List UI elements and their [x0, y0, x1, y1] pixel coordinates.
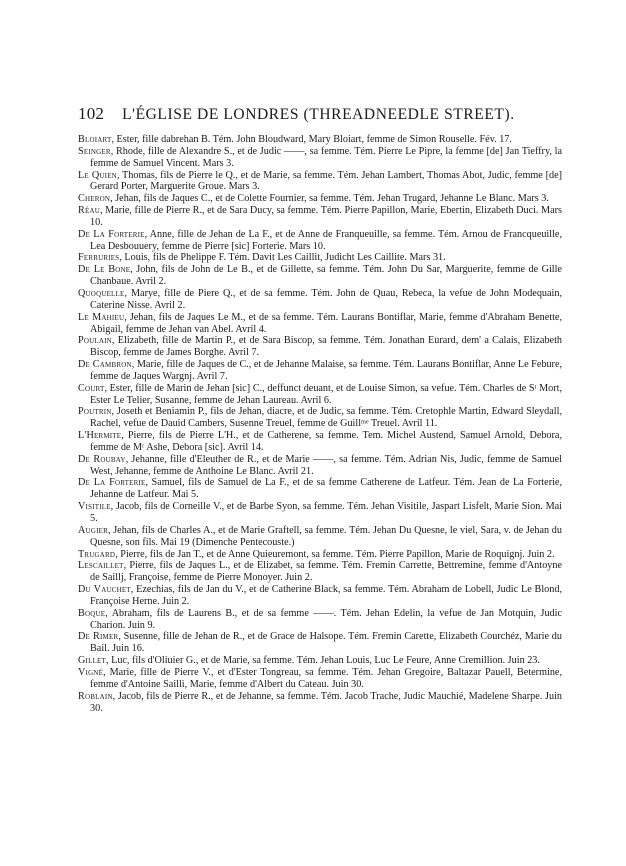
register-entry — [78, 134, 562, 146]
entry-surname: De Cambron — [78, 359, 132, 371]
page-number: 102 — [78, 104, 105, 123]
entry-text: , Elizabeth, fille de Martin P., et de Sara Biscop, sa femme. Tém. Jonathan Eurard, dem' a Calais, Elizabeth Biscop, femme de James Borghe. Avril 7. — [90, 335, 562, 359]
entry-surname: Poutrin — [78, 406, 112, 418]
entry-surname: De La Forterie — [78, 228, 145, 240]
register-entry — [78, 631, 562, 655]
register-entry — [78, 584, 562, 608]
entry-text: , Jehan, fils de Charles A., et de Marie Graftell, sa femme. Tém. Jehan Du Quesne, le viel, Sara, v. de Jehan du Quesne, son fils. Mai 19 (Dimenche Pentecouste.) — [90, 524, 562, 548]
entry-text: , Abraham, fils de Laurens B., et de sa femme ——. Tém. Jehan Edelin, la vefue de Jan Motquin, Judic Charion. Juin 9. — [90, 607, 562, 631]
register-entry — [78, 655, 562, 667]
register-entry — [78, 288, 562, 312]
entry-text: , Ezechias, fils de Jan du V., et de Catherine Black, sa femme. Tém. Abraham de Lobell, Judic Le Blond, Françoise Herne. Juin 2. — [90, 584, 562, 607]
entry-surname: Cheron — [78, 193, 111, 205]
register-entry — [78, 406, 562, 430]
entry-text: , Rhode, fille de Alexandre S., et de Judic ——, sa femme. Tém. Pierre Le Pipre, la femme [de] Jan Tieffry, la femme de Samuel Vincent. Mars 3. — [90, 145, 562, 169]
register-entry — [78, 359, 562, 383]
register-entry — [78, 252, 562, 264]
register-entry — [78, 501, 562, 525]
entry-surname: Le Mahieu — [78, 311, 125, 323]
entry-text: , Samuel, fils de Samuel de La F., et de sa femme Catherene de Latfeur. Tém. Jean de La Forterie, Jehanne de Latfeur. Mai 5. — [90, 477, 562, 501]
register-entry — [78, 525, 562, 549]
register-entry — [78, 477, 562, 501]
entry-text: , Joseth et Beniamin P., fils de Jehan, diacre, et de Judic, sa femme. Tém. Cretophle Martin, Edward Sleydall, Rachel, vefue de Dauid Cambers, Susenne Treuel, femme de Guillᵐᵉ Treuel. Avril 11. — [90, 406, 562, 430]
register-entry — [78, 549, 562, 561]
register-entry — [78, 264, 562, 288]
entry-text: , Marie, fille de Jaques de C., et de Jehanne Malaise, sa femme. Tém. Laurans Bontiflar, Anne Le Febure, femme de Jaques Wargnj. Avril 7. — [90, 359, 563, 382]
entry-surname: Trugard — [78, 548, 116, 560]
entry-surname: Poulain — [78, 335, 112, 347]
entry-text: , Marye, fille de Piere Q., et de sa femme. Tém. John de Quau, Rebeca, la vefue de John Modequain, Caterine Nisse. Avril 2. — [90, 287, 562, 311]
entry-surname: Augier — [78, 524, 108, 536]
register-entry — [78, 608, 562, 632]
register-entry — [78, 205, 562, 229]
register-entry — [78, 454, 562, 478]
entry-surname: De Le Bone — [78, 264, 131, 276]
entry-text: , Luc, fils d'Oliuier G., et de Marie, sa femme. Tém. Jehan Louis, Luc Le Feure, Anne Cremillion. Juin 23. — [106, 655, 540, 667]
entry-text: , Jacob, fils de Pierre R., et de Jehanne, sa femme. Tém. Jacob Trache, Judic Mauchié, Madelene Sharpe. Juin 30. — [90, 690, 562, 714]
register-entry — [78, 667, 562, 691]
entry-surname: Quoquelle — [78, 287, 125, 299]
entry-surname: Du Vauchet — [78, 584, 131, 596]
entry-text: , Ester, fille dabrehan B. Tém. John Bloudward, Mary Bloiart, femme de Simon Rouselle. Fév. 17. — [111, 134, 512, 145]
entry-surname: Seinger — [78, 145, 111, 157]
entry-text: , Louis, fils de Phelippe F. Tém. Davit Les Caillit, Judicht Les Caillite. Mars 31. — [119, 252, 446, 264]
entry-text: , Jacob, fils de Corneille V., et de Barbe Syon, sa femme. Tém. Jehan Visitile, Jaspart Lisfelt, Marie Sion. Mai 5. — [90, 501, 562, 524]
entry-surname: Vigné — [78, 666, 104, 678]
entry-surname: Court — [78, 382, 105, 394]
entry-text: , Marie, fille de Pierre R., et de Sara Ducy, sa femme. Tém. Pierre Papillon, Marie, Ebertin, Elizabeth Duci. Mars 10. — [90, 205, 562, 228]
entry-surname: De Roubay — [78, 453, 126, 465]
entry-surname: L'Hermite — [78, 430, 122, 442]
entry-text: , Marie, fille de Pierre V., et d'Ester Tongreau, sa femme. Tém. Jehan Gregoire, Baltazar Pauell, Betermine, femme d'Antoine Sailli, Marie, femme d'Albert du Cateau. Juin 30. — [90, 666, 562, 690]
entry-text: , Jehan, fils de Jaques C., et de Colette Fournier, sa femme. Tém. Jehan Trugard, Jehanne Le Blanc. Mars 3. — [110, 193, 549, 205]
entry-text: , Jehan, fils de Jaques Le M., et de sa femme. Tém. Laurans Bontiflar, Marie, femme d'Abraham Benette, Abigail, femme de Jehan van Abel. Avril 4. — [90, 311, 562, 335]
entry-surname: Visitile — [78, 501, 111, 513]
register-entry — [78, 691, 562, 715]
entry-surname: De La Forterie — [78, 477, 146, 489]
entry-text: , Jehanne, fille d'Eleuther de R., et de Marie ——, sa femme. Tém. Adrian Nis, Judic, femme de Samuel West, Jehanne, femme de Anthoine Le Blanc. Avril 21. — [90, 453, 563, 477]
entry-surname: Roblain — [78, 690, 113, 702]
register-entry — [78, 170, 562, 194]
entry-text: , Pierre, fils de Pierre L'H., et de Catherene, sa femme. Tem. Michel Austend, Samuel Arnold, Debora, femme de Mʳ Ashe, Debora [sic]. Avril 14. — [90, 430, 562, 453]
entry-text: , John, fils de John de Le B., et de Gillette, sa femme. Tém. John Du Sar, Marguerite, femme de Gille Chanbaue. Avril 2. — [90, 264, 562, 288]
entry-text: , Pierre, fils de Jaques L., et de Elizabet, sa femme. Tém. Fremin Carrette, Bettremine, femme d'Antoyne de Saillj, Françoise, femme de Pierre Monoyer. Juin 2. — [90, 560, 562, 584]
register-entry — [78, 335, 562, 359]
entry-surname: Ferruries — [78, 252, 120, 264]
entry-text: , Pierre, fils de Jan T., et de Anne Quieuremont, sa femme. Tém. Pierre Papillon, Marie de Roquignj. Juin 2. — [115, 548, 555, 560]
register-entry — [78, 312, 562, 336]
entry-surname: Le Quien — [78, 169, 117, 181]
register-entry — [78, 383, 562, 407]
entry-text: , Thomas, fils de Pierre le Q., et de Marie, sa femme. Tém. Jehan Lambert, Thomas Abot, Judic, femme [de] Gerard Porter, Marguerite Groue. Mars 3. — [90, 169, 562, 193]
entry-text: , Ester, fille de Marin de Jehan [sic] C., deffunct deuant, et de Louise Simon, sa vefue. Tém. Charles de Sᵗ Mort, Ester Le Telier, Susanne, femme de Jehan Laureau. Avril 6. — [90, 382, 562, 406]
register-entry — [78, 560, 562, 584]
entry-surname: Boque — [78, 607, 106, 619]
page-header — [78, 104, 560, 124]
entry-surname: Gillet — [78, 655, 106, 667]
entry-surname: Bloiart — [78, 134, 112, 145]
entry-surname: Lescaillet — [78, 560, 124, 572]
entry-surname: De Rimer — [78, 631, 119, 643]
register-entry — [78, 430, 562, 454]
entry-text: , Susenne, fille de Jehan de R., et de Grace de Halsope. Tém. Fremin Carette, Elizabeth Courchéz, Marie du Bail. Juin 16. — [90, 631, 562, 655]
baptism-register-entries — [78, 134, 562, 714]
entry-text: , Anne, fille de Jehan de La F., et de Anne de Franqueuille, sa femme. Tém. Arnou de Francqueuille, Lea Desbouuery, femme de Pierre [sic] Forterie. Mars 10. — [90, 228, 562, 252]
running-title: L'ÉGLISE DE LONDRES (THREADNEEDLE STREET). — [122, 106, 515, 123]
register-entry — [78, 229, 562, 253]
register-entry — [78, 146, 562, 170]
register-entry — [78, 193, 562, 205]
entry-surname: Réau — [78, 205, 100, 217]
